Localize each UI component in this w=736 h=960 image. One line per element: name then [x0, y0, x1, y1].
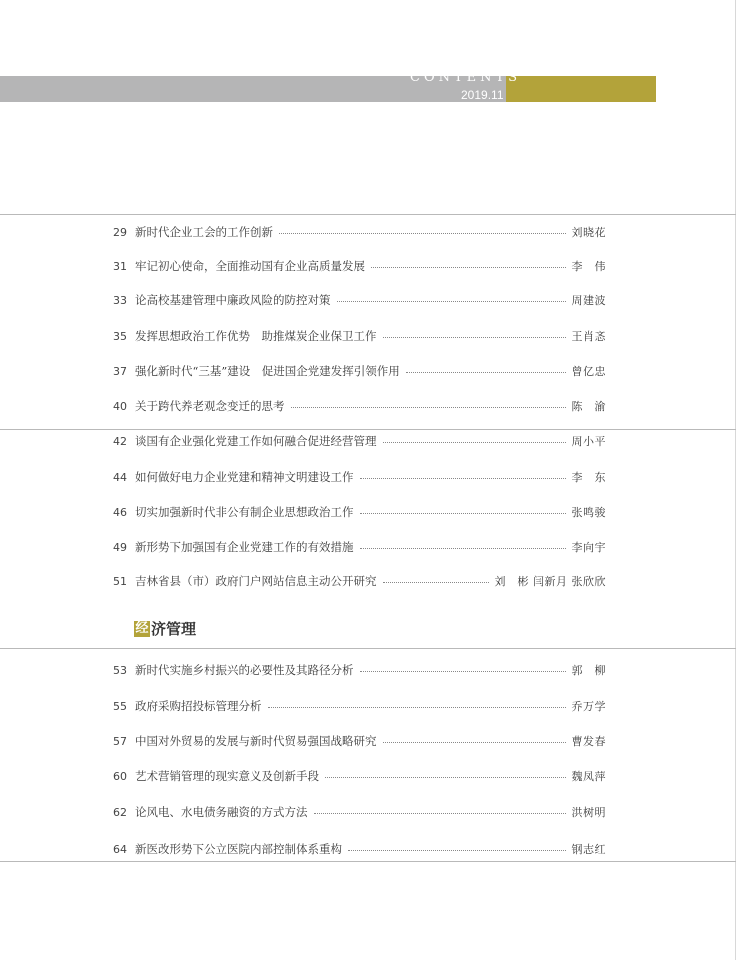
toc-page-number: 51 [113, 574, 127, 588]
toc-author: 周建波 [571, 294, 606, 307]
toc-page-number: 55 [113, 699, 127, 713]
toc-title: 谈国有企业强化党建工作如何融合促进经营管理 [135, 434, 377, 448]
toc-page-number: 40 [113, 399, 127, 413]
toc-author: 乔万学 [571, 700, 606, 713]
toc-author: 刘晓花 [571, 226, 606, 239]
toc-title: 论风电、水电债务融资的方式方法 [135, 805, 308, 819]
leader-dots [268, 706, 566, 708]
divider-section [0, 648, 736, 649]
toc-author: 魏凤萍 [571, 770, 606, 783]
toc-entry[interactable] [113, 502, 606, 522]
toc-entry[interactable] [113, 396, 606, 416]
toc-author: 李 东 [571, 471, 606, 484]
section-heading [134, 618, 196, 639]
toc-title: 新时代实施乡村振兴的必要性及其路径分析 [135, 663, 354, 677]
toc-entry[interactable] [113, 839, 606, 859]
leader-dots [314, 812, 566, 814]
toc-author: 洪树明 [571, 806, 606, 819]
issue-label: 2019.11 [461, 88, 504, 102]
toc-page-number: 62 [113, 805, 127, 819]
toc-author: 钢志红 [571, 843, 606, 856]
leader-dots [383, 581, 489, 583]
divider-top [0, 214, 736, 215]
toc-entry[interactable] [113, 660, 606, 680]
toc-page-number: 44 [113, 470, 127, 484]
leader-dots [325, 776, 566, 778]
leader-dots [360, 512, 566, 514]
toc-page-number: 64 [113, 842, 127, 856]
toc-title: 牢记初心使命，全面推动国有企业高质量发展 [135, 259, 365, 273]
toc-entry[interactable] [113, 766, 606, 786]
toc-title: 中国对外贸易的发展与新时代贸易强国战略研究 [135, 734, 377, 748]
toc-title: 新医改形势下公立医院内部控制体系重构 [135, 842, 342, 856]
toc-page-number: 53 [113, 663, 127, 677]
toc-entry[interactable] [113, 222, 606, 242]
toc-author: 刘 彬 闫新月 张欣欣 [494, 575, 606, 588]
toc-page-number: 35 [113, 329, 127, 343]
toc-author: 曾亿忠 [571, 365, 606, 378]
toc-entry[interactable] [113, 571, 606, 591]
toc-title: 艺术营销管理的现实意义及创新手段 [135, 769, 319, 783]
toc-page-number: 57 [113, 734, 127, 748]
leader-dots [383, 741, 566, 743]
toc-title: 强化新时代“三基”建设 促进国企党建发挥引领作用 [135, 364, 400, 378]
toc-entry[interactable] [113, 731, 606, 751]
toc-author: 周小平 [571, 435, 606, 448]
toc-title: 新形势下加强国有企业党建工作的有效措施 [135, 540, 354, 554]
leader-dots [360, 477, 566, 479]
toc-page-number: 33 [113, 293, 127, 307]
toc-title: 政府采购招投标管理分析 [135, 699, 262, 713]
toc-author: 李 伟 [571, 260, 606, 273]
toc-author: 王肖忞 [571, 330, 606, 343]
toc-author: 郭 柳 [571, 664, 606, 677]
toc-author: 陈 渝 [571, 400, 606, 413]
leader-dots [383, 336, 566, 338]
toc-page-number: 29 [113, 225, 127, 239]
toc-page-number: 46 [113, 505, 127, 519]
toc-title: 论高校基建管理中廉政风险的防控对策 [135, 293, 331, 307]
toc-entry[interactable] [113, 802, 606, 822]
divider-middle [0, 429, 736, 430]
section-initial: 经 [135, 620, 149, 636]
toc-entry[interactable] [113, 537, 606, 557]
divider-bottom [0, 861, 736, 862]
leader-dots [291, 406, 566, 408]
toc-entry[interactable] [113, 467, 606, 487]
toc-entry[interactable] [113, 290, 606, 310]
leader-dots [279, 232, 566, 234]
leader-dots [371, 266, 566, 268]
leader-dots [406, 371, 566, 373]
leader-dots [348, 849, 566, 851]
toc-title: 如何做好电力企业党建和精神文明建设工作 [135, 470, 354, 484]
toc-entry[interactable] [113, 256, 606, 276]
leader-dots [360, 670, 566, 672]
toc-author: 李向宇 [571, 541, 606, 554]
header-band-gold [506, 76, 656, 102]
toc-title: 关于跨代养老观念变迁的思考 [135, 399, 285, 413]
toc-title: 吉林省县（市）政府门户网站信息主动公开研究 [135, 574, 377, 588]
leader-dots [337, 300, 566, 302]
toc-title: 切实加强新时代非公有制企业思想政治工作 [135, 505, 354, 519]
toc-author: 张鸣骏 [571, 506, 606, 519]
toc-entry[interactable] [113, 326, 606, 346]
toc-title: 发挥思想政治工作优势 助推煤炭企业保卫工作 [135, 329, 377, 343]
toc-page-number: 49 [113, 540, 127, 554]
toc-author: 曹发春 [571, 735, 606, 748]
toc-entry[interactable] [113, 696, 606, 716]
leader-dots [383, 441, 566, 443]
toc-page-number: 60 [113, 769, 127, 783]
contents-label: CONTENTS [410, 70, 522, 85]
toc-title: 新时代企业工会的工作创新 [135, 225, 273, 239]
toc-page-number: 37 [113, 364, 127, 378]
toc-page-number: 42 [113, 434, 127, 448]
leader-dots [360, 547, 566, 549]
toc-entry[interactable] [113, 361, 606, 381]
toc-page-number: 31 [113, 259, 127, 273]
section-title: 济管理 [151, 620, 197, 638]
toc-entry[interactable] [113, 431, 606, 451]
